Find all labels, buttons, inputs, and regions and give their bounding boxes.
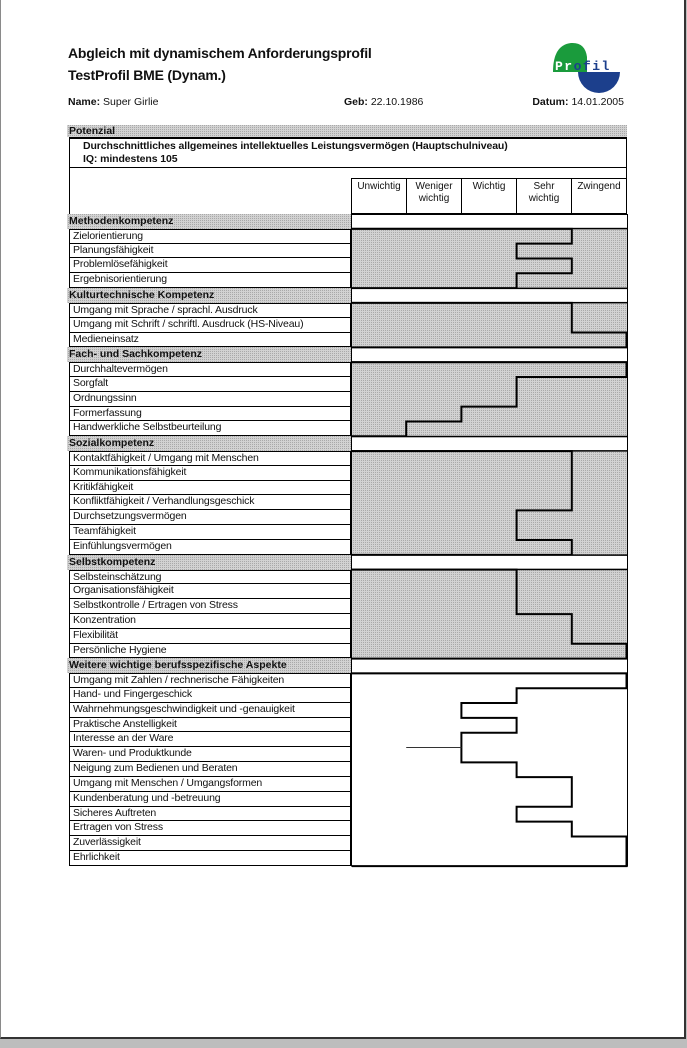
profile-block: [352, 451, 628, 555]
birthdate-field: [344, 96, 423, 108]
competence-label: Wahrnehmungsgeschwindigkeit und -genauigkeit: [69, 703, 351, 718]
group-bar: [352, 659, 628, 673]
scale-header-sehr-wichtig: Sehr wichtig: [516, 178, 572, 214]
document-subtitle: TestProfil BME (Dynam.): [68, 67, 226, 83]
competence-label: Umgang mit Schrift / schriftl. Ausdruck (HS-Niveau): [69, 318, 351, 333]
profil-logo: [541, 35, 631, 95]
logo-blue-shape: [578, 72, 620, 93]
competence-label: Persönliche Hygiene: [69, 644, 351, 659]
scale-header-wichtig: Wichtig: [461, 178, 517, 214]
competence-label: Umgang mit Zahlen / rechnerische Fähigkeiten: [69, 673, 351, 688]
competence-label: Medieneinsatz: [69, 333, 351, 348]
date-value: 14.01.2005: [571, 96, 624, 108]
competence-label: Zuverlässigkeit: [69, 836, 351, 851]
competence-label: Ergebnisorientierung: [69, 273, 351, 288]
profile-block: [352, 570, 628, 659]
group-bar: [352, 215, 628, 229]
birthdate-label: Geb:: [344, 96, 368, 108]
potenzial-header: Potenzial: [67, 125, 627, 137]
competence-label: Sicheres Auftreten: [69, 807, 351, 822]
profile-block: [352, 362, 628, 436]
name-field: [68, 96, 158, 108]
name-label: Name:: [68, 96, 101, 108]
group-bar: [352, 437, 628, 451]
competence-label: Neigung zum Bedienen und Beraten: [69, 762, 351, 777]
competence-label: Ehrlichkeit: [69, 851, 351, 866]
date-field: [532, 96, 624, 108]
competence-label: Kundenberatung und -betreuung: [69, 792, 351, 807]
competence-label: Selbsteinschätzung: [69, 570, 351, 585]
birthdate-value: 22.10.1986: [370, 96, 424, 108]
competence-label: Zielorientierung: [69, 229, 351, 244]
scale-header-weniger-wichtig: Weniger wichtig: [406, 178, 462, 214]
competence-label: Flexibilität: [69, 629, 351, 644]
competence-label: Ordnungssinn: [69, 392, 351, 407]
profile-block: [352, 303, 628, 347]
logo-text: [555, 59, 611, 74]
potenzial-iq-requirement: IQ: mindestens 105: [83, 153, 178, 165]
competence-label: Planungsfähigkeit: [69, 244, 351, 259]
competence-label: Kontaktfähigkeit / Umgang mit Menschen: [69, 451, 351, 466]
competence-label: Konfliktfähigkeit / Verhandlungsgeschick: [69, 495, 351, 510]
competence-label: Praktische Anstelligkeit: [69, 718, 351, 733]
group-header: Kulturtechnische Kompetenz: [67, 288, 351, 303]
competence-label: Umgang mit Menschen / Umgangsformen: [69, 777, 351, 792]
competence-label: Durchsetzungsvermögen: [69, 510, 351, 525]
competence-label: Waren- und Produktkunde: [69, 747, 351, 762]
competence-label: Hand- und Fingergeschick: [69, 688, 351, 703]
competence-label: Sorgfalt: [69, 377, 351, 392]
logo-text-a: Pr: [555, 59, 574, 74]
potenzial-box: [69, 137, 627, 168]
competence-label: Ertragen von Stress: [69, 821, 351, 836]
date-label: Datum:: [532, 96, 569, 108]
competence-label: Teamfähigkeit: [69, 525, 351, 540]
potenzial-description: Durchschnittliches allgemeines intellektuelles Leistungsvermögen (Hauptschulniveau): [83, 140, 508, 152]
competence-label: Formerfassung: [69, 407, 351, 422]
competence-label: Einfühlungsvermögen: [69, 540, 351, 555]
competence-label: Selbstkontrolle / Ertragen von Stress: [69, 599, 351, 614]
group-header: Methodenkompetenz: [67, 214, 351, 229]
competence-label-column: [67, 214, 351, 866]
competence-label: Problemlösefähigkeit: [69, 258, 351, 273]
scale-header-unwichtig: Unwichtig: [351, 178, 407, 214]
competence-label: Kritikfähigkeit: [69, 481, 351, 496]
name-value: Super Girlie: [103, 96, 159, 108]
document-title: Abgleich mit dynamischem Anforderungsprofil: [68, 45, 372, 61]
group-header: Fach- und Sachkompetenz: [67, 347, 351, 362]
competence-label: Handwerkliche Selbstbeurteilung: [69, 421, 351, 436]
group-header: Selbstkompetenz: [67, 555, 351, 570]
scale-header-zwingend: Zwingend: [571, 178, 627, 214]
profile-block: [352, 229, 628, 288]
competence-label: Kommunikationsfähigkeit: [69, 466, 351, 481]
group-bar: [352, 555, 628, 569]
competence-label: Konzentration: [69, 614, 351, 629]
group-bar: [352, 348, 628, 362]
group-bar: [352, 289, 628, 303]
competence-label: Organisationsfähigkeit: [69, 584, 351, 599]
requirement-profile-chart: [351, 214, 629, 870]
group-header: Sozialkompetenz: [67, 436, 351, 451]
logo-text-b: ofil: [573, 59, 611, 74]
group-header: Weitere wichtige berufsspezifische Aspekte: [67, 658, 351, 673]
competence-label: Umgang mit Sprache / sprachl. Ausdruck: [69, 303, 351, 318]
competence-label: Interesse an der Ware: [69, 732, 351, 747]
competence-label: Durchhaltevermögen: [69, 362, 351, 377]
